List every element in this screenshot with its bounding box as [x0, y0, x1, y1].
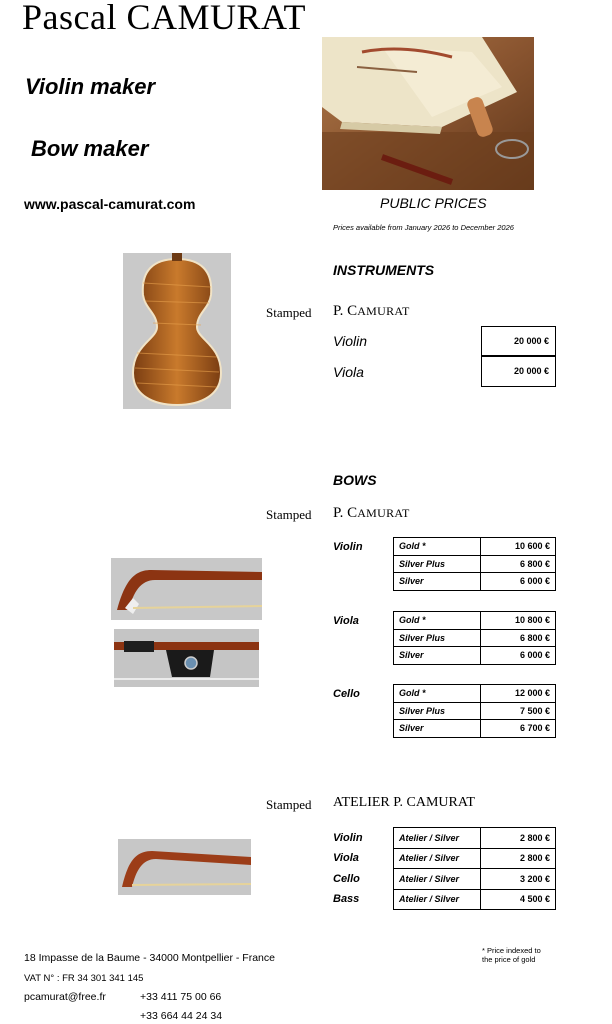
- bow-cello-price-table: [393, 684, 556, 738]
- table-row: Silver 6 000 €: [394, 573, 556, 591]
- instrument-violin-price: 20 000 €: [481, 326, 556, 356]
- footer-phone-2[interactable]: +33 664 44 24 34: [140, 1010, 223, 1022]
- workshop-photo: [322, 37, 534, 190]
- bow-cello-category: Cello: [333, 688, 360, 700]
- table-row: Atelier / Silver 3 200 €: [394, 869, 556, 890]
- table-row: Atelier / Silver 2 800 €: [394, 828, 556, 849]
- instrument-viola-price: 20 000 €: [481, 356, 556, 387]
- atelier-bow-photo: [118, 839, 251, 895]
- table-row: Silver Plus 6 800 €: [394, 629, 556, 647]
- bow-viola-price-table: [393, 611, 556, 665]
- role-bow-maker: Bow maker: [31, 136, 149, 161]
- bows-brand: P. CAMURAT: [333, 505, 410, 521]
- bow-violin-price-table: [393, 537, 556, 591]
- role-violin-maker: Violin maker: [25, 74, 156, 99]
- atelier-viola-category: Viola: [333, 852, 359, 864]
- instrument-violin-label: Violin: [333, 333, 367, 349]
- bows-title: BOWS: [333, 472, 377, 488]
- instruments-brand: P. CAMURAT: [333, 303, 410, 319]
- instruments-stamped-label: Stamped: [266, 305, 312, 320]
- footer-phone-1[interactable]: +33 411 75 00 66: [140, 991, 222, 1003]
- table-row: Silver Plus 6 800 €: [394, 555, 556, 573]
- maker-name: Pascal CAMURAT: [22, 0, 306, 37]
- bow-tip-photo: [111, 558, 262, 620]
- public-prices-title: PUBLIC PRICES: [380, 195, 487, 211]
- atelier-cello-category: Cello: [333, 873, 360, 885]
- table-row: Gold * 10 800 €: [394, 612, 556, 630]
- table-row: Atelier / Silver 4 500 €: [394, 889, 556, 910]
- table-row: Gold * 12 000 €: [394, 685, 556, 703]
- table-row: Gold * 10 600 €: [394, 538, 556, 556]
- atelier-price-table: [393, 827, 556, 910]
- price-validity: Prices available from January 2026 to December 2026: [333, 223, 514, 232]
- table-row: Silver Plus 7 500 €: [394, 702, 556, 720]
- gold-price-footnote: * Price indexed to the price of gold: [482, 946, 541, 964]
- bow-frog-photo: [114, 629, 259, 687]
- atelier-violin-category: Violin: [333, 832, 363, 844]
- atelier-brand: ATELIER P. CAMURAT: [333, 795, 475, 810]
- website-link[interactable]: www.pascal-camurat.com: [24, 196, 196, 212]
- instruments-title: INSTRUMENTS: [333, 262, 435, 278]
- atelier-bass-category: Bass: [333, 893, 360, 905]
- bow-violin-category: Violin: [333, 541, 363, 553]
- violin-photo: [123, 253, 231, 409]
- bow-viola-category: Viola: [333, 615, 359, 627]
- table-row: Atelier / Silver 2 800 €: [394, 848, 556, 869]
- table-row: Silver 6 000 €: [394, 647, 556, 665]
- footer-address: 18 Impasse de la Baume - 34000 Montpellier - France: [24, 952, 275, 964]
- footer-email[interactable]: pcamurat@free.fr: [24, 991, 106, 1003]
- table-row: Silver 6 700 €: [394, 720, 556, 738]
- bows-stamped-label: Stamped: [266, 507, 312, 522]
- atelier-stamped-label: Stamped: [266, 797, 312, 812]
- footer-vat: VAT N° : FR 34 301 341 145: [24, 973, 144, 984]
- instrument-viola-label: Viola: [333, 364, 364, 380]
